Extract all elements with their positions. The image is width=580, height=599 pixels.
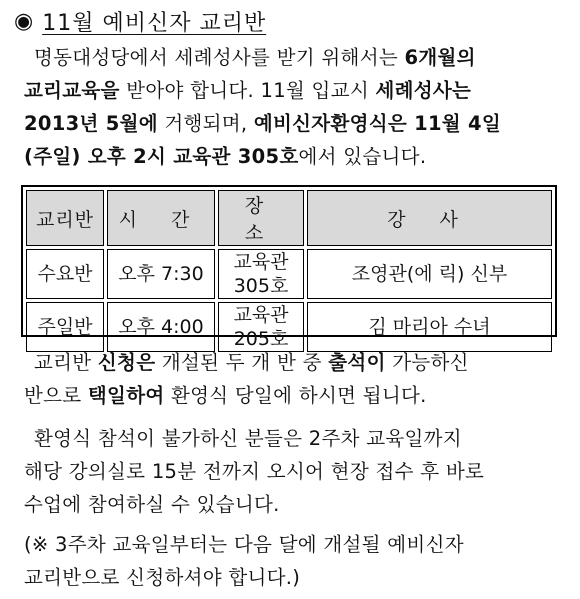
- intro-line-4: (주일) 오후 2시 교육관 305호에서 있습니다.: [24, 145, 427, 168]
- footnote: [24, 528, 570, 594]
- table-row: [26, 302, 552, 352]
- title-text: 11월 예비신자 교리반: [42, 10, 267, 36]
- cell-place: [218, 249, 304, 299]
- note2-line-2: 해당 강의실로 15분 전까지 오시어 현장 접수 후 바로: [24, 460, 485, 483]
- cell-instructor: 조영관(에 릭) 신부: [307, 249, 552, 299]
- intro-line-3: 2013년 5월에 거행되며, 예비신자환영식은 11월 4일: [24, 112, 502, 135]
- note2-line-1: 환영식 참석이 불가하신 분들은 2주차 교육일까지: [34, 427, 462, 450]
- header-instructor: 강 사: [307, 190, 552, 246]
- note1-line-1: 교리반 신청은 개설된 두 개 반 중 출석이 가능하신: [34, 351, 469, 374]
- cell-time: 오후 7:30: [107, 249, 215, 299]
- cell-instructor: 김 마리아 수녀: [307, 302, 552, 352]
- note1-line-2: 반으로 택일하여 환영식 당일에 하시면 됩니다.: [24, 384, 427, 407]
- cell-place-line1: 교육관: [233, 251, 289, 273]
- bullet-icon: ◉: [14, 8, 35, 34]
- cell-place: [218, 302, 304, 352]
- header-time: 시 간: [107, 190, 215, 246]
- note3-line-2: 교리반으로 신청하셔야 합니다.): [24, 566, 301, 589]
- cell-place-line2: 305호: [233, 275, 289, 297]
- intro-paragraph: [24, 41, 570, 173]
- registration-note: [24, 346, 570, 412]
- schedule-header-row: [26, 190, 552, 246]
- cell-class: 수요반: [26, 249, 104, 299]
- header-class: 교리반: [26, 190, 104, 246]
- late-registration-note: [24, 422, 570, 521]
- header-place: 장 소: [218, 190, 304, 246]
- cell-place-line1: 교육관: [233, 304, 289, 326]
- note3-line-1: (※ 3주차 교육일부터는 다음 달에 개설될 예비신자: [24, 533, 464, 556]
- page-title: [14, 4, 266, 38]
- cell-class: 주일반: [26, 302, 104, 352]
- note2-line-3: 수업에 참여하실 수 있습니다.: [24, 493, 280, 516]
- intro-line-1-text: 명동대성당에서 세례성사를 받기 위해서는 6개월의: [34, 46, 476, 69]
- intro-line-2: 교리교육을 받아야 합니다. 11월 입교시 세례성사는: [24, 79, 472, 102]
- cell-time: 오후 4:00: [107, 302, 215, 352]
- table-row: [26, 249, 552, 299]
- intro-line-1: [24, 41, 570, 74]
- cell-place-line2: 205호: [233, 328, 289, 350]
- schedule-table: [21, 185, 557, 350]
